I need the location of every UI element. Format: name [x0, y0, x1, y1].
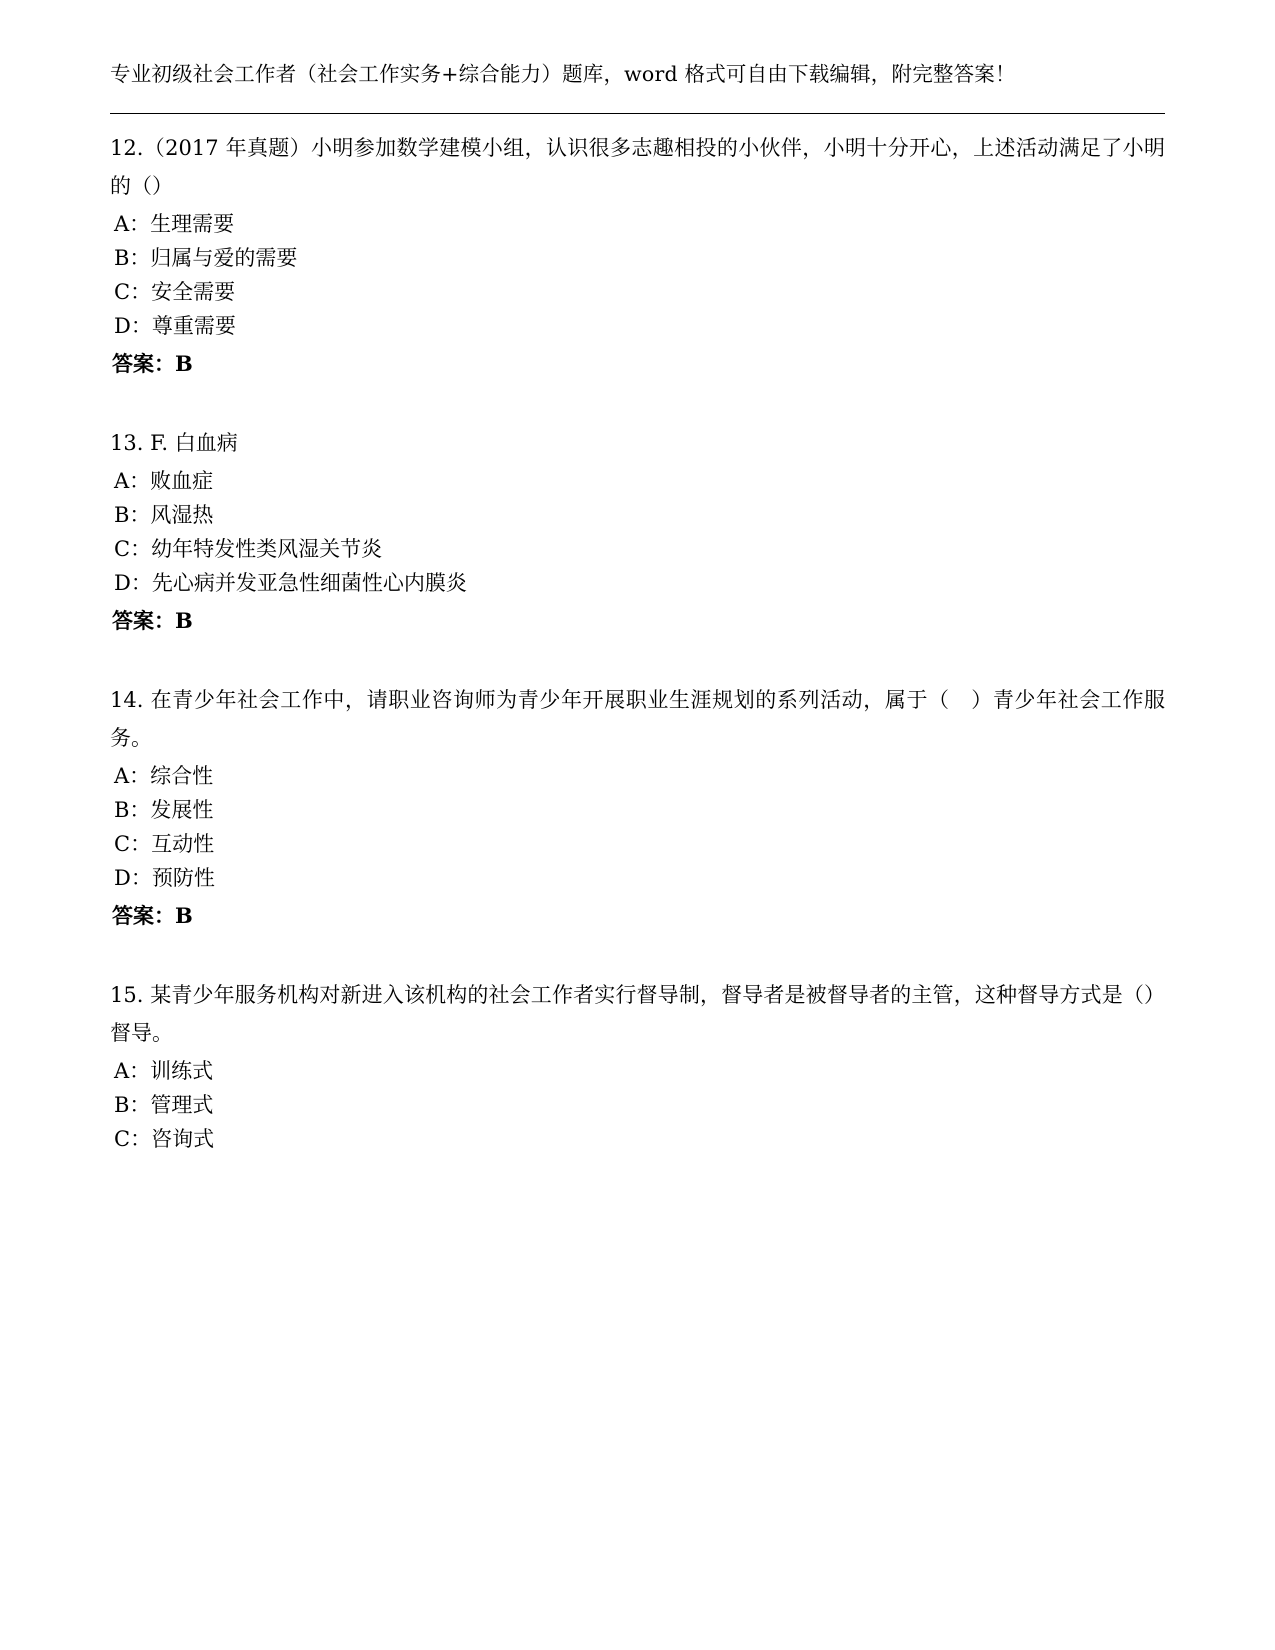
question-block: [110, 425, 1165, 638]
question-stem: 13. F. 白血病: [110, 431, 238, 456]
question-block: [110, 130, 1165, 381]
question-stem: 14. 在青少年社会工作中，请职业咨询师为青少年开展职业生涯规划的系列活动，属于（ ）青少年社会工作服务。: [110, 688, 1165, 750]
answer-label: 答案：: [112, 351, 175, 377]
option-c: C：幼年特发性类风湿关节炎: [114, 537, 383, 562]
option-b: B：发展性: [114, 798, 214, 823]
option-a: A：训练式: [114, 1059, 214, 1084]
answer-line: [110, 347, 1165, 381]
answer-value: B: [175, 351, 193, 377]
answer-line: [110, 899, 1165, 933]
question-stem: 15. 某青少年服务机构对新进入该机构的社会工作者实行督导制，督导者是被督导者的主管，这种督导方式是（）督导。: [110, 983, 1165, 1045]
question-stem: 12.（2017 年真题）小明参加数学建模小组，认识很多志趣相投的小伙伴，小明十分开心，上述活动满足了小明的（）: [110, 136, 1165, 198]
option-c: C：咨询式: [114, 1127, 215, 1152]
option-b: B：归属与爱的需要: [114, 245, 298, 270]
option-a: A：败血症: [114, 469, 214, 494]
page-header: [110, 58, 1165, 91]
answer-value: B: [175, 608, 193, 634]
option-c: C：互动性: [114, 832, 215, 857]
option-d: D：先心病并发亚急性细菌性心内膜炎: [114, 571, 467, 596]
question-list: [110, 130, 1165, 1156]
option-d: D：预防性: [114, 866, 215, 891]
question-block: [110, 682, 1165, 933]
option-c: C：安全需要: [114, 279, 236, 304]
answer-label: 答案：: [112, 608, 175, 634]
question-block: [110, 977, 1165, 1156]
option-a: A：综合性: [114, 764, 214, 789]
header-divider: [110, 113, 1165, 114]
answer-line: [110, 604, 1165, 638]
option-b: B：风湿热: [114, 503, 214, 528]
header-text: 专业初级社会工作者（社会工作实务+综合能力）题库，word 格式可自由下载编辑，附完整答案！: [110, 62, 1016, 86]
option-b: B：管理式: [114, 1093, 214, 1118]
answer-value: B: [175, 903, 193, 929]
option-d: D：尊重需要: [114, 314, 236, 338]
answer-label: 答案：: [112, 903, 175, 929]
option-a: A：生理需要: [114, 211, 235, 236]
